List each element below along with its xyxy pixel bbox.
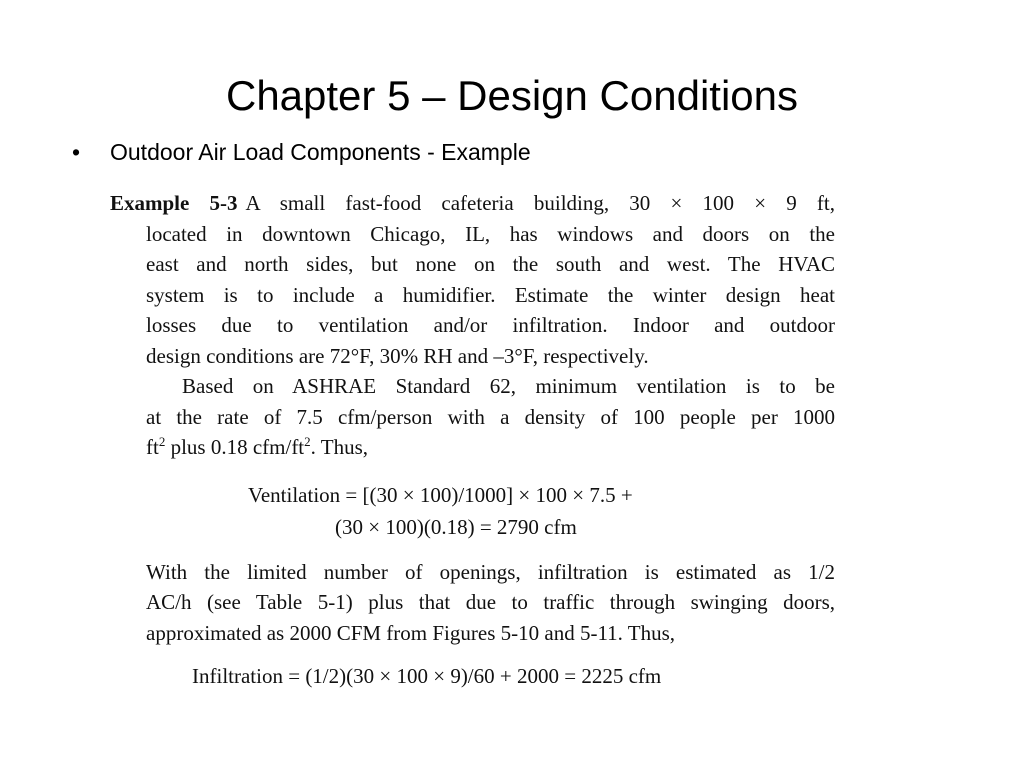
superscript-2b: 2 [304,434,311,449]
ft-text: ft [146,435,159,459]
superscript-2: 2 [158,434,166,449]
bullet-item [72,136,531,168]
example-line-5: losses due to ventilation and/or infiltration. Indoor and outdoor [146,313,835,337]
example-line-2: located in downtown Chicago, IL, has windows and doors on the [146,221,835,246]
example-line-8: at the rate of 7.5 cfm/person with a density of 100 people per 1000 [146,404,835,429]
ventilation-equation-line-1: Ventilation = [(30 × 100)/1000] × 100 × 7.5 + [248,482,633,507]
bullet-marker: • [72,139,81,165]
plus-text: plus 0.18 cfm/ft [165,435,305,459]
example-line-10: With the limited number of openings, infiltration is estimated as 1/2 [146,559,835,584]
example-scan [110,188,835,692]
example-line-7: Based on ASHRAE Standard 62, minimum ventilation is to be [182,374,835,398]
example-line-11: AC/h (see Table 5-1) plus that due to traffic through swinging doors, [146,590,835,614]
example-line-9 [110,432,835,463]
bullet-text: Outdoor Air Load Components - Example [110,139,531,165]
example-line-3: east and north sides, but none on the south and west. The HVAC [146,252,835,276]
example-line-4: system is to include a humidifier. Estimate the winter design heat [146,282,835,307]
example-line-6: design conditions are 72°F, 30% RH and –3°F, respectively. [146,343,649,368]
example-line-12: approximated as 2000 CFM from Figures 5-10 and 5-11. Thus, [146,620,676,645]
ventilation-equation-line-2: (30 × 100)(0.18) = 2790 cfm [335,514,577,539]
slide-title: Chapter 5 – Design Conditions [225,72,798,119]
example-text-1: A small fast-food cafeteria building, 30 × 100 × 9 ft, [245,191,836,215]
example-label: Example 5-3 [110,191,238,215]
thus-text: . Thus, [310,435,369,459]
example-line-1 [110,188,835,219]
infiltration-equation: Infiltration = (1/2)(30 × 100 × 9)/60 + 2000 = 2225 cfm [192,664,662,688]
